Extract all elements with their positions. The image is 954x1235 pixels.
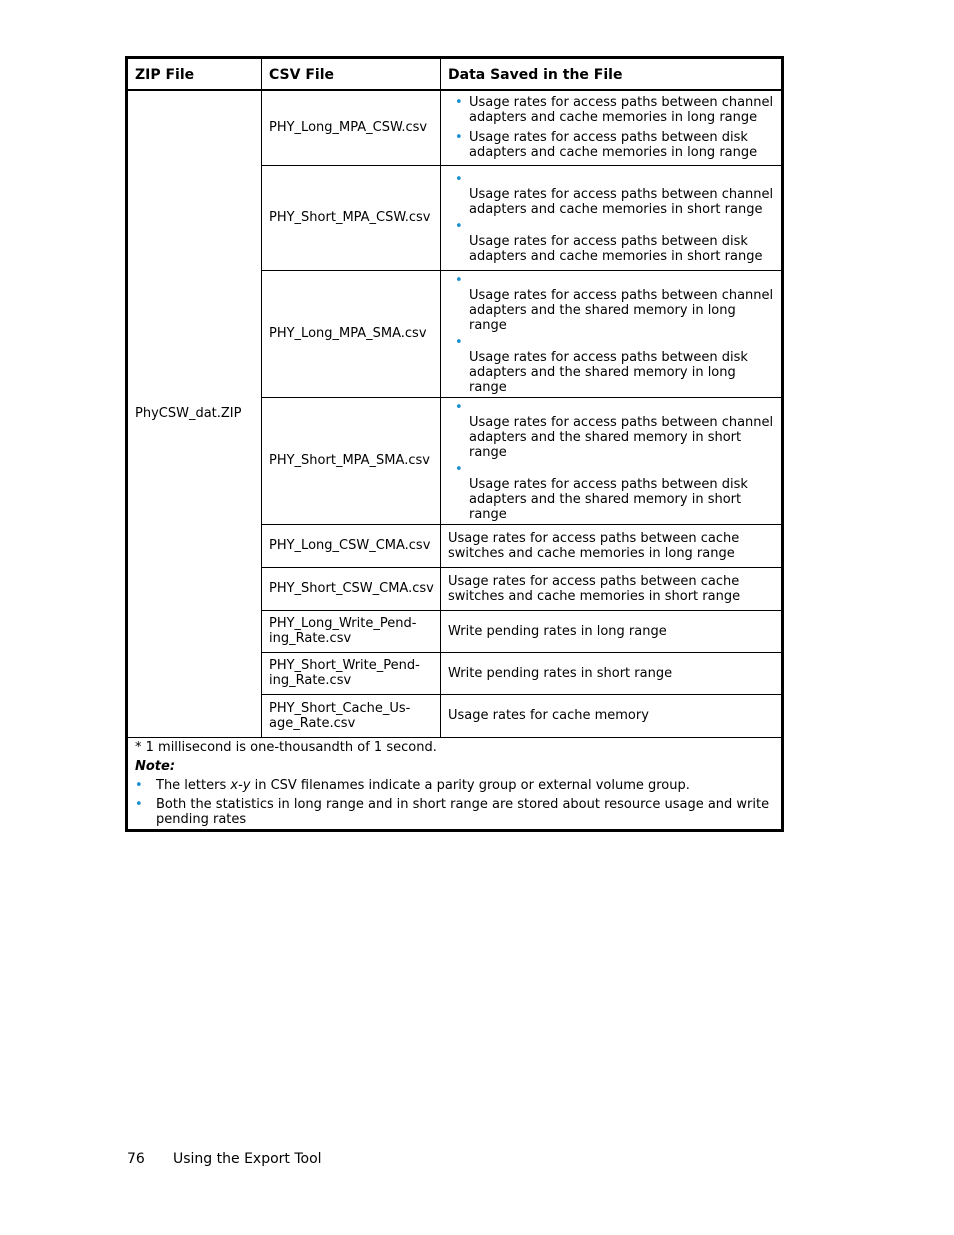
bullet-list xyxy=(448,273,774,395)
list-item xyxy=(448,273,774,333)
bullet-icon: • xyxy=(455,461,463,477)
footnote: * 1 millisecond is one-thousandth of 1 second. xyxy=(135,739,437,755)
data-saved-cell xyxy=(441,90,783,165)
list-item xyxy=(448,172,774,217)
page-footer xyxy=(127,1151,322,1167)
data-saved-cell: Usage rates for access paths between cache switches and cache memories in long range xyxy=(441,524,783,567)
list-item xyxy=(448,130,774,160)
note-item-text-end: in CSV filenames indicate a parity group or external volume group. xyxy=(250,777,690,793)
data-saved-cell: Usage rates for cache memory xyxy=(441,694,783,737)
list-item-text: Usage rates for access paths between channel adapters and cache memories in long range xyxy=(469,95,774,126)
bullet-icon: • xyxy=(455,399,463,415)
note-cell xyxy=(127,737,783,830)
data-saved-cell: Usage rates for access paths between cache switches and cache memories in short range xyxy=(441,567,783,610)
list-item-text: Usage rates for access paths between disk adapters and the shared memory in long range xyxy=(469,349,748,395)
list-item-text: Usage rates for access paths between channel adapters and cache memories in short range xyxy=(469,186,774,217)
bullet-list xyxy=(448,95,774,160)
footer-section-title: Using the Export Tool xyxy=(173,1151,322,1167)
bullet-icon: • xyxy=(455,272,463,288)
table-row xyxy=(127,90,783,165)
csv-file-cell: PHY_Long_CSW_CMA.csv xyxy=(262,524,441,567)
list-item-text: Usage rates for access paths between channel adapters and the shared memory in short range xyxy=(469,414,774,460)
note-title: Note: xyxy=(135,758,176,774)
bullet-icon: • xyxy=(455,130,463,146)
list-item xyxy=(448,462,774,522)
csv-file-cell: PHY_Short_CSW_CMA.csv xyxy=(262,567,441,610)
csv-file-cell: PHY_Short_MPA_CSW.csv xyxy=(262,165,441,270)
note-list xyxy=(135,778,774,827)
table-header-row xyxy=(127,58,783,91)
data-saved-cell: Write pending rates in short range xyxy=(441,652,783,694)
header-data-saved: Data Saved in the File xyxy=(441,58,783,91)
bullet-icon: • xyxy=(135,796,143,812)
export-files-table xyxy=(125,56,784,832)
csv-file-cell: PHY_Long_MPA_SMA.csv xyxy=(262,270,441,397)
bullet-list xyxy=(448,172,774,264)
list-item-text: Usage rates for access paths between channel adapters and the shared memory in long range xyxy=(469,287,774,333)
list-item xyxy=(448,400,774,460)
bullet-icon: • xyxy=(135,777,143,793)
data-saved-cell: Write pending rates in long range xyxy=(441,610,783,652)
data-table-wrapper xyxy=(125,56,781,832)
note-item-emphasis: x-y xyxy=(230,777,251,793)
list-item xyxy=(448,335,774,395)
list-item-text: Usage rates for access paths between disk adapters and cache memories in short range xyxy=(469,233,763,264)
data-saved-cell xyxy=(441,165,783,270)
list-item-text: Usage rates for access paths between disk adapters and the shared memory in short range xyxy=(469,476,748,522)
csv-file-cell: PHY_Short_Write_Pend-ing_Rate.csv xyxy=(262,652,441,694)
page-number: 76 xyxy=(127,1151,145,1167)
bullet-icon: • xyxy=(455,95,463,111)
note-item-text: Both the statistics in long range and in short range are stored about resource usage and write pending rates xyxy=(156,796,770,827)
note-item xyxy=(135,778,774,793)
csv-file-cell: PHY_Long_Write_Pend-ing_Rate.csv xyxy=(262,610,441,652)
csv-file-cell: PHY_Short_Cache_Us-age_Rate.csv xyxy=(262,694,441,737)
bullet-icon: • xyxy=(455,171,463,187)
header-csv-file: CSV File xyxy=(262,58,441,91)
note-item xyxy=(135,797,774,827)
list-item xyxy=(448,219,774,264)
zip-file-cell: PhyCSW_dat.ZIP xyxy=(127,90,262,737)
csv-file-cell: PHY_Short_MPA_SMA.csv xyxy=(262,397,441,524)
bullet-icon: • xyxy=(455,334,463,350)
bullet-icon: • xyxy=(455,218,463,234)
bullet-list xyxy=(448,400,774,522)
note-item-text: The letters xyxy=(156,777,231,793)
list-item-text: Usage rates for access paths between disk adapters and cache memories in long range xyxy=(469,130,758,161)
header-zip-file: ZIP File xyxy=(127,58,262,91)
csv-file-cell: PHY_Long_MPA_CSW.csv xyxy=(262,90,441,165)
list-item xyxy=(448,95,774,125)
table-note-row xyxy=(127,737,783,830)
data-saved-cell xyxy=(441,270,783,397)
data-saved-cell xyxy=(441,397,783,524)
